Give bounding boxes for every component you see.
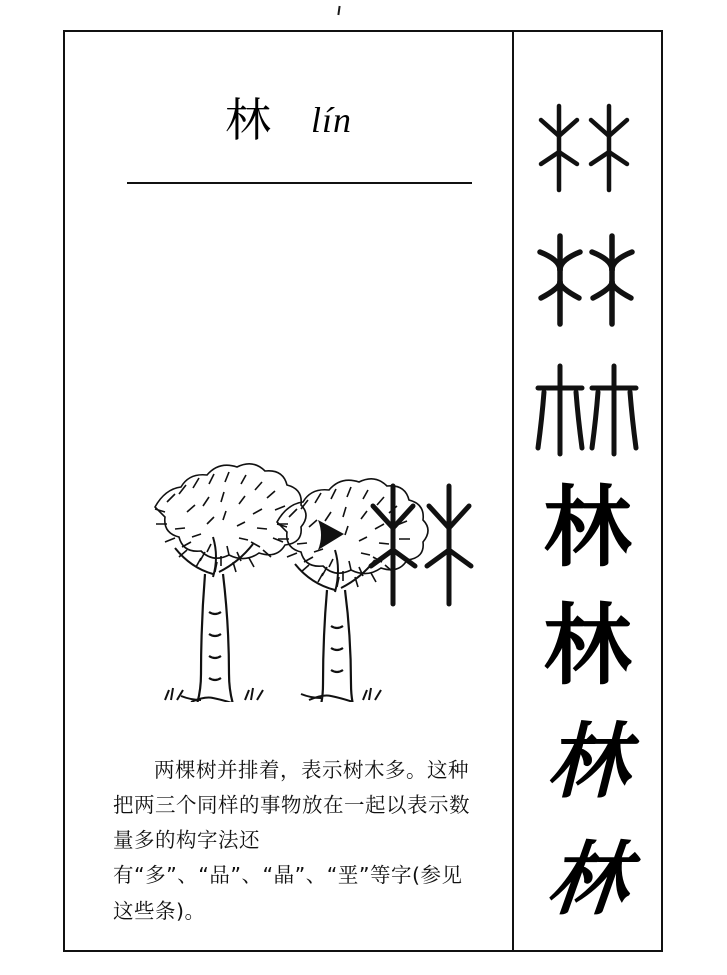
script-item-running	[514, 715, 661, 810]
headword-underline	[127, 182, 472, 184]
script-item-bronze	[514, 232, 661, 328]
entry-explanation: 两棵树并排着，表示树木多。这种把两三个同样的事物放在一起以表示数量多的构字法还有“多”、“品”、“晶”、“垩”等字(参见这些条)。	[113, 757, 470, 923]
oracle-glyph-illustration	[365, 480, 485, 610]
evolution-arrow-icon	[310, 512, 356, 558]
entry-frame	[63, 30, 663, 952]
headword-pinyin: lín	[310, 100, 352, 140]
cursive-script-glyph: 林	[542, 833, 633, 926]
main-panel	[65, 32, 512, 950]
bronze-script-glyph-icon	[533, 232, 643, 328]
running-script-glyph: 林	[546, 715, 629, 810]
script-item-seal	[514, 362, 661, 458]
clerical-script-glyph: 林	[543, 476, 632, 579]
script-evolution-column	[514, 32, 661, 950]
regular-script-glyph: 林	[543, 594, 632, 697]
script-item-oracle-bone	[514, 102, 661, 194]
headword-row	[65, 93, 512, 147]
oracle-bone-glyph-icon	[533, 102, 643, 194]
script-item-regular	[514, 594, 661, 697]
page-top-tick-mark	[337, 6, 340, 15]
script-item-cursive	[514, 833, 661, 926]
headword-character: 林	[224, 93, 273, 147]
script-item-clerical	[514, 476, 661, 579]
seal-script-glyph-icon	[532, 362, 644, 458]
